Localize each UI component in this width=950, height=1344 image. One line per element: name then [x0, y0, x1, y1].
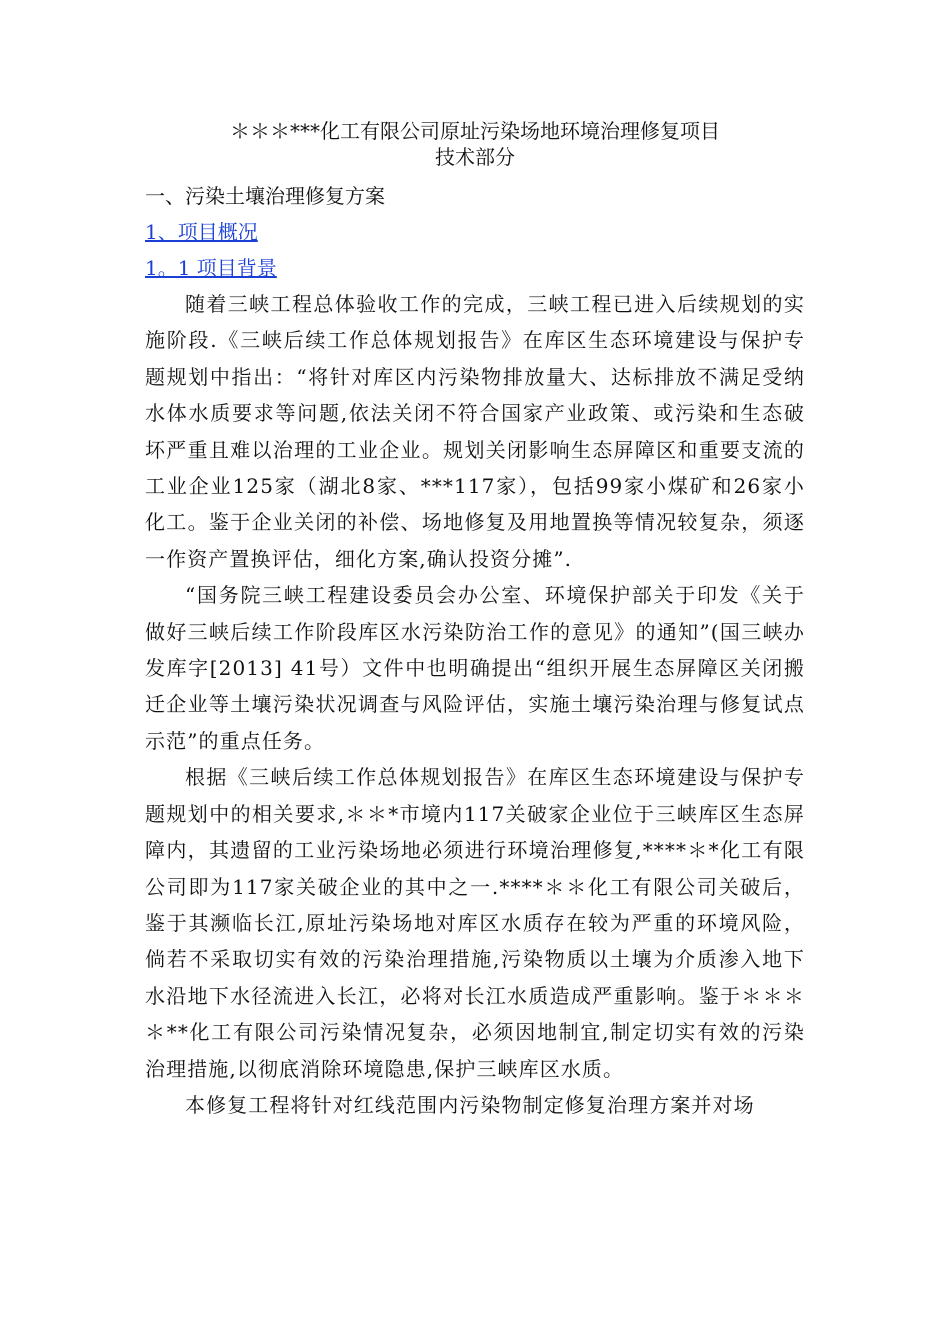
paragraph-3: 根据《三峡后续工作总体规划报告》在库区生态环境建设与保护专题规划中的相关要求,＊＊*市境内117关破家企业位于三峡库区生态屏障内，其遗留的工业污染场地必须进行环境治理修复,****＊*化工有限公司即为117家关破企业的其中之一.****＊＊化工有限公司关破后，鉴于其濒临长江,原址污染场地对库区水质存在较为严重的环境风险，倘若不采取切实有效的污染治理措施,污染物质以土壤为介质渗入地下水沿地下水径流进入长江，必将对长江水质造成严重影响。鉴于＊＊＊＊**化工有限公司污染情况复杂，必须因地制宜,制定切实有效的污染治理措施,以彻底消除环境隐患,保护三峡库区水质。 — [145, 765, 805, 1081]
document-title: ＊＊＊***化工有限公司原址污染场地环境治理修复项目 — [230, 119, 720, 143]
toc-link-project-background[interactable]: 1。1 项目背景 — [145, 256, 277, 280]
document-subtitle: 技术部分 — [435, 145, 515, 169]
paragraph-1: 随着三峡工程总体验收工作的完成，三峡工程已进入后续规划的实施阶段.《三峡后续工作总体规划报告》在库区生态环境建设与保护专题规划中指出：“将针对库区内污染物排放量大、达标排放不满足受纳水体水质要求等问题,依法关闭不符合国家产业政策、或污染和生态破坏严重且难以治理的工业企业。规划关闭影响生态屏障区和重要支流的工业企业125家（湖北8家、***117家），包括99家小煤矿和26家小化工。鉴于企业关闭的补偿、场地修复及用地置换等情况较复杂，须逐一作资产置换评估，细化方案,确认投资分摊”. — [145, 292, 805, 571]
toc-link-project-overview[interactable]: 1、项目概况 — [145, 220, 258, 244]
paragraph-4: 本修复工程将针对红线范围内污染物制定修复治理方案并对场 — [185, 1092, 755, 1117]
section-heading: 一、污染土壤治理修复方案 — [145, 184, 385, 208]
paragraph-2: “国务院三峡工程建设委员会办公室、环境保护部关于印发《关于做好三峡后续工作阶段库区水污染防治工作的意见》的通知”(国三峡办发库字[2013] 41号）文件中也明确提出“组织开展生态屏障区关闭搬迁企业等土壤污染状况调查与风险评估，实施土壤污染治理与修复试点示范”的重点任务。 — [145, 583, 805, 753]
document-page — [145, 118, 805, 1123]
